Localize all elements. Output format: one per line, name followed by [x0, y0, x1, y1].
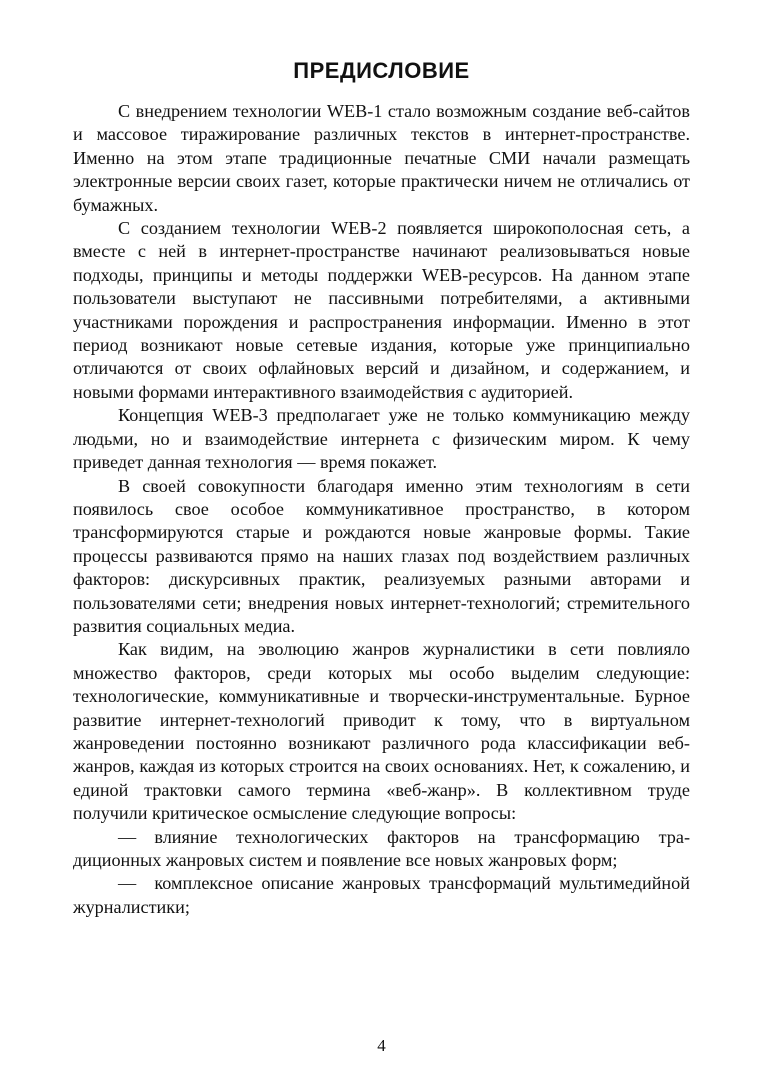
paragraph-communicative-space: В своей совокупности благодаря именно этим технологиям в сети появилось свое особое коммуникативное пространство, в котором трансформируются старые и рождаются новые жанровые формы. Такие процессы развиваются прямо на наших глазах под воздействием различных факторов: дискурсивных практик, реализуемых разными авторами и пользователями сети; внедрения новых интернет-технологий; стремительного развития социальных медиа.	[73, 475, 690, 636]
page-title: ПРЕДИСЛОВИЕ	[293, 58, 470, 83]
page-content	[73, 58, 690, 919]
paragraph-web2: С созданием технологии WEB-2 появляется широкополосная сеть, а вместе с ней в интернет-пространстве начинают реализовываться новые подходы, принципы и методы поддержки WEB-ресурсов. На данном этапе пользователи выступают не пассивными потребителями, а активными участниками порождения и распространения информации. Именно в этот период возникают новые сетевые издания, которые уже принципиально отличаются от своих офлайновых версий и дизайном, и содержанием, и новыми формами интерактивного взаимодействия с аудиторией.	[73, 218, 690, 402]
paragraph-factors: Как видим, на эволюцию жанров журналистики в сети повлияло множество факторов, среди которых мы особо выделим следующие: технологические, коммуникативные и творчески-инструментальные. Бурное развитие интернет-технологий приводит к тому, что в виртуальном жанроведении постоянно возникают различного рода классификации веб-жанров, каждая из которых строится на своих основаниях. Нет, к сожалению, и единой трактовки самого термина «веб-жанр». В коллективном труде получили критическое осмысление следующие вопросы:	[73, 639, 690, 824]
paragraph-web3: Концепция WEB-3 предполагает уже не только коммуникацию между людьми, но и взаимодействие интернета с физическим миром. К чему приведет данная технология — время покажет.	[73, 405, 690, 473]
list-item-technological-factors: — влияние технологических факторов на трансформацию традиционных жанровых систем и появление все новых жанровых форм;	[73, 826, 690, 870]
body-text	[73, 100, 690, 919]
list-item-multimedia-journalism: — комплексное описание жанровых трансформаций мультимедийной журналистики;	[73, 873, 690, 917]
paragraph-web1: С внедрением технологии WEB-1 стало возможным создание веб-сайтов и массовое тиражирование различных текстов в интернет-пространстве. Именно на этом этапе традиционные печатные СМИ начали размещать электронные версии своих газет, которые практически ничем не отличались от бумажных.	[73, 101, 690, 215]
page-number: 4	[377, 1036, 386, 1055]
